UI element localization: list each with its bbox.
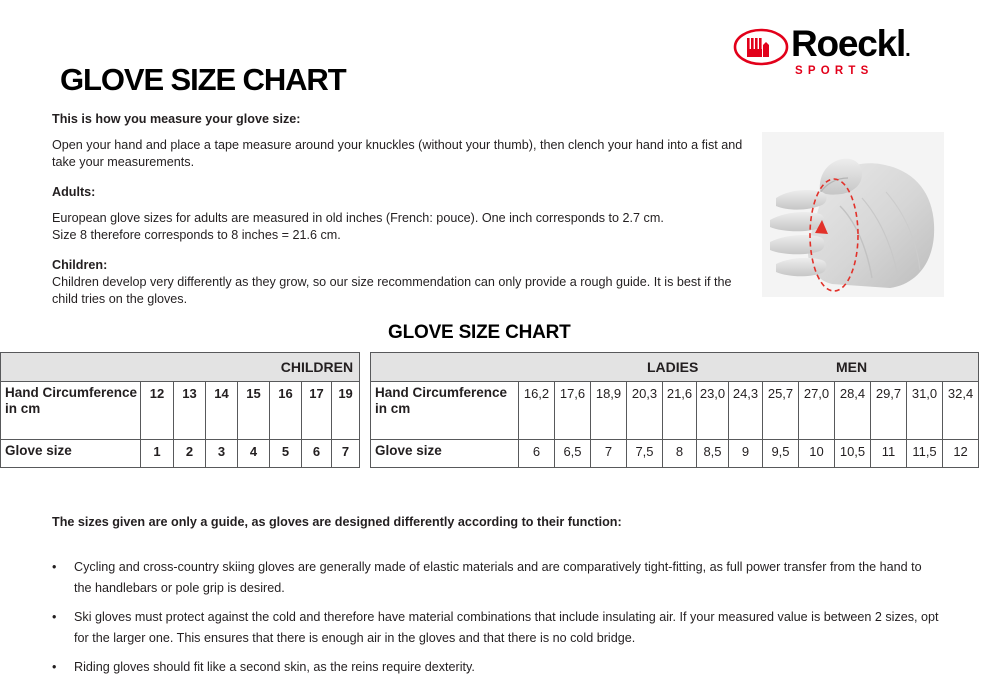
group-header-men: MEN bbox=[836, 359, 868, 375]
group-header-bar bbox=[371, 353, 979, 382]
adults-heading: Adults: bbox=[52, 185, 96, 199]
brand-dot: . bbox=[905, 39, 910, 61]
hand-measurement-photo bbox=[762, 132, 944, 297]
cell-glove-size: 6,5 bbox=[555, 440, 591, 468]
list-item bbox=[52, 607, 942, 649]
row-label-circumference: Hand Circumference in cm bbox=[371, 382, 519, 440]
table-row-circumference bbox=[371, 382, 979, 440]
cell-glove-size: 2 bbox=[174, 440, 206, 468]
cell-glove-size: 10,5 bbox=[835, 440, 871, 468]
intro-section bbox=[52, 111, 752, 308]
table-header-row bbox=[1, 353, 360, 382]
cell-glove-size: 7 bbox=[332, 440, 360, 468]
cell-glove-size: 1 bbox=[141, 440, 174, 468]
cell-circumference: 21,6 bbox=[663, 382, 697, 440]
table-row-glove-size bbox=[371, 440, 979, 468]
cell-glove-size: 8 bbox=[663, 440, 697, 468]
cell-circumference: 32,4 bbox=[943, 382, 979, 440]
cell-circumference: 25,7 bbox=[763, 382, 799, 440]
cell-circumference: 17,6 bbox=[555, 382, 591, 440]
row-label-glove-size: Glove size bbox=[371, 440, 519, 468]
list-item-text: Riding gloves should fit like a second skin, as the reins require dexterity. bbox=[74, 660, 475, 674]
list-item-text: Cycling and cross-country skiing gloves are generally made of elastic materials and are comparatively tight-fitting, as full power transfer from the hand to the handlebars or pole grip is desired. bbox=[74, 560, 922, 595]
brand-tagline: SPORTS bbox=[795, 65, 874, 77]
cell-circumference: 16 bbox=[270, 382, 302, 440]
notes-heading: The sizes given are only a guide, as gloves are designed differently according to their function: bbox=[52, 515, 622, 529]
cell-circumference: 18,9 bbox=[591, 382, 627, 440]
cell-glove-size: 10 bbox=[799, 440, 835, 468]
cell-circumference: 14 bbox=[206, 382, 238, 440]
cell-glove-size: 8,5 bbox=[697, 440, 729, 468]
cell-circumference: 28,4 bbox=[835, 382, 871, 440]
page-title: GLOVE SIZE CHART bbox=[60, 62, 346, 97]
group-header-children: CHILDREN bbox=[1, 353, 360, 382]
row-label-circumference: Hand Circumference in cm bbox=[1, 382, 141, 440]
children-size-table bbox=[0, 352, 360, 468]
list-item bbox=[52, 657, 942, 678]
cell-glove-size: 6 bbox=[302, 440, 332, 468]
cell-circumference: 19 bbox=[332, 382, 360, 440]
cell-glove-size: 12 bbox=[943, 440, 979, 468]
list-item bbox=[52, 557, 942, 599]
cell-circumference: 17 bbox=[302, 382, 332, 440]
chart-subtitle: GLOVE SIZE CHART bbox=[388, 322, 571, 343]
cell-circumference: 12 bbox=[141, 382, 174, 440]
notes-list bbox=[52, 557, 942, 678]
cell-circumference: 23,0 bbox=[697, 382, 729, 440]
measure-text: Open your hand and place a tape measure around your knuckles (without your thumb), then clench your hand into a fist and take your measurements. bbox=[52, 138, 743, 169]
cell-glove-size: 9,5 bbox=[763, 440, 799, 468]
row-label-glove-size: Glove size bbox=[1, 440, 141, 468]
cell-glove-size: 11 bbox=[871, 440, 907, 468]
cell-circumference: 29,7 bbox=[871, 382, 907, 440]
cell-glove-size: 11,5 bbox=[907, 440, 943, 468]
children-heading: Children: bbox=[52, 258, 108, 272]
cell-glove-size: 5 bbox=[270, 440, 302, 468]
cell-circumference: 13 bbox=[174, 382, 206, 440]
hand-illustration bbox=[762, 132, 944, 297]
bullet-icon: • bbox=[52, 610, 57, 624]
measure-heading: This is how you measure your glove size: bbox=[52, 112, 301, 126]
cell-glove-size: 7,5 bbox=[627, 440, 663, 468]
list-item-text: Ski gloves must protect against the cold and therefore have material combinations that include insulating air. If your measured value is between 2 sizes, opt for the larger one. This ensures that there is enough air in the gloves and that there is no cold bridge. bbox=[74, 610, 939, 645]
cell-circumference: 16,2 bbox=[519, 382, 555, 440]
cell-glove-size: 3 bbox=[206, 440, 238, 468]
cell-glove-size: 4 bbox=[238, 440, 270, 468]
brand-wordmark: Roeckl. bbox=[791, 23, 910, 64]
children-text: Children develop very differently as they grow, so our size recommendation can only provide a rough guide. It is best if the child tries on the gloves. bbox=[52, 275, 732, 306]
bullet-icon: • bbox=[52, 660, 57, 674]
cell-glove-size: 9 bbox=[729, 440, 763, 468]
table-row-circumference bbox=[1, 382, 360, 440]
brand-logo bbox=[733, 23, 933, 82]
cell-glove-size: 6 bbox=[519, 440, 555, 468]
cell-circumference: 20,3 bbox=[627, 382, 663, 440]
bullet-icon: • bbox=[52, 560, 57, 574]
cell-circumference: 24,3 bbox=[729, 382, 763, 440]
group-header-ladies: LADIES bbox=[647, 359, 699, 375]
adults-line-1: European glove sizes for adults are measured in old inches (French: pouce). One inch corresponds to 2.7 cm. bbox=[52, 211, 664, 225]
cell-circumference: 27,0 bbox=[799, 382, 835, 440]
table-header-row bbox=[371, 353, 979, 382]
cell-glove-size: 7 bbox=[591, 440, 627, 468]
table-row-glove-size bbox=[1, 440, 360, 468]
adults-size-table bbox=[370, 352, 979, 468]
cell-circumference: 15 bbox=[238, 382, 270, 440]
adults-line-2: Size 8 therefore corresponds to 8 inches = 21.6 cm. bbox=[52, 228, 341, 242]
roeckl-glove-oval-icon bbox=[733, 28, 789, 66]
notes-section bbox=[52, 514, 942, 686]
cell-circumference: 31,0 bbox=[907, 382, 943, 440]
